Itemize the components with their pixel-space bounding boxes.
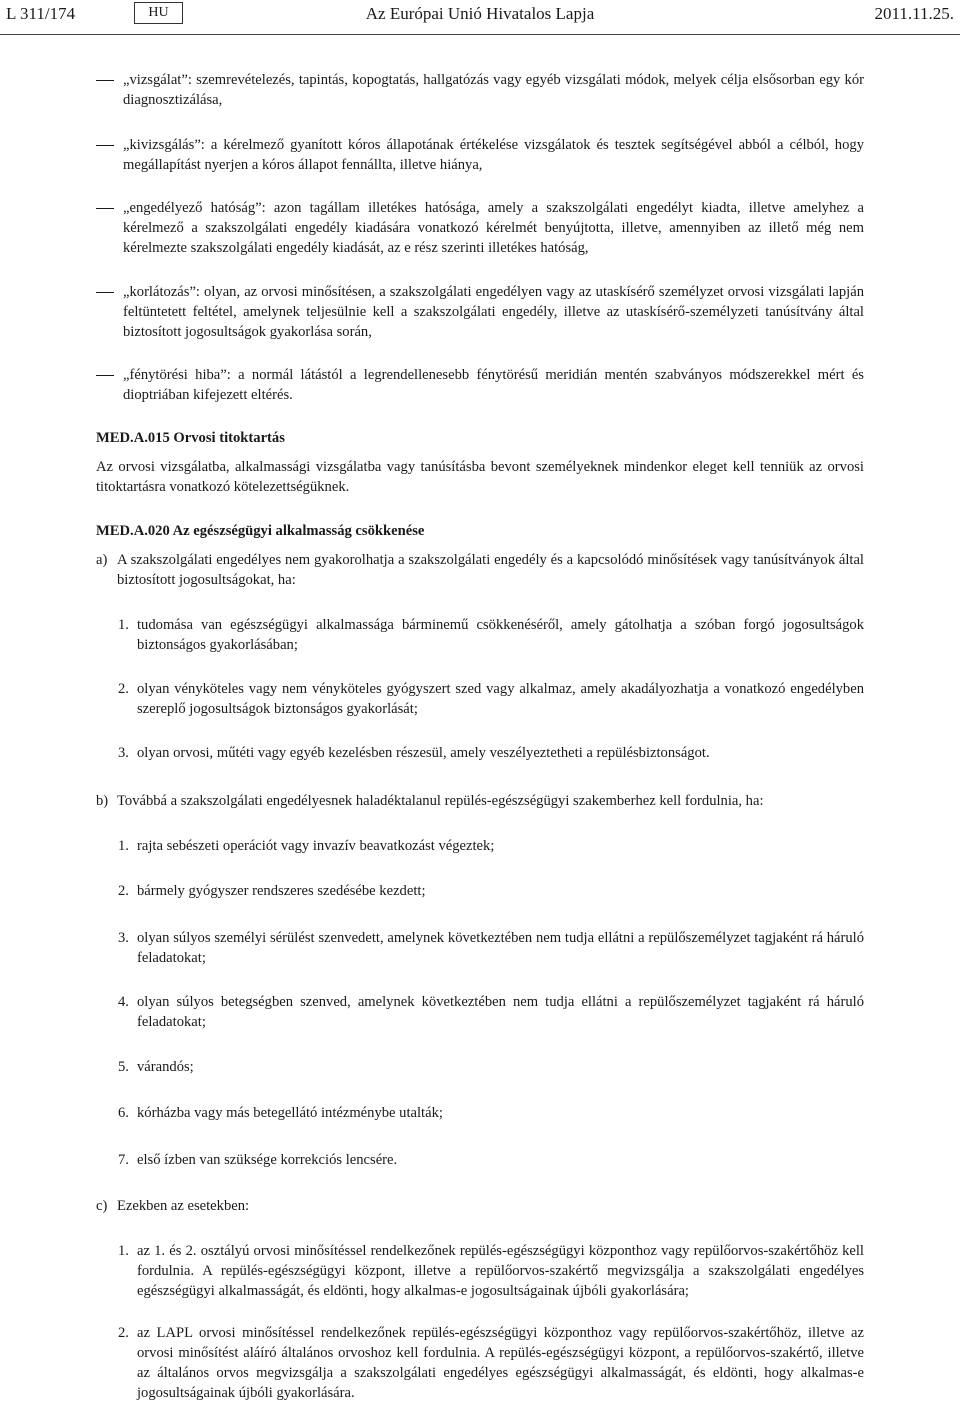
item-number: 7. (118, 1152, 129, 1168)
numbered-item (118, 615, 864, 655)
numbered-item (118, 679, 864, 719)
numbered-item (118, 1241, 864, 1301)
item-text: bármely gyógyszer rendszeres szedésébe kezdett; (137, 883, 426, 899)
section-heading: MED.A.015 Orvosi titoktartás (96, 430, 285, 446)
numbered-item (118, 836, 864, 856)
item-text: olyan vényköteles vagy nem vényköteles gyógyszert szed vagy alkalmaz, amely akadályozhatja a vonatkozó engedélyben szereplő jogosultságok biztonságos gyakorlását; (137, 681, 864, 717)
header-rule (0, 34, 960, 35)
definition-item (96, 70, 864, 110)
definition-item (96, 282, 864, 342)
definition-text: „engedélyező hatóság”: azon tagállam illetékes hatósága, amely a szakszolgálati engedélyt kiadta, illetve amelyhez a kérelmező a szakszolgálati engedély kiadására vonatkozó kérelmét benyújtotta, illetve, amennyiben az illető még nem kérelmezte szakszolgálati engedély kiadását, az e rész szerinti illetékes hatóság, (123, 200, 864, 256)
item-number: 6. (118, 1105, 129, 1121)
language-badge: HU (134, 2, 183, 24)
item-text: várandós; (137, 1059, 194, 1075)
item-text: rajta sebészeti operációt vagy invazív beavatkozást végeztek; (137, 838, 495, 854)
numbered-item (118, 1323, 864, 1403)
publication-date: 2011.11.25. (874, 4, 954, 23)
item-text: Ezekben az esetekben: (117, 1198, 250, 1214)
section-paragraph: Az orvosi vizsgálatba, alkalmassági vizsgálatba vagy tanúsításba bevont személyeknek mindenkor eleget kell tenniük az orvosi titoktartásra vonatkozó kötelezettségüknek. (96, 459, 864, 495)
page-header (0, 0, 960, 38)
item-number: 3. (118, 745, 129, 761)
item-number: 1. (118, 617, 129, 633)
item-text: Továbbá a szakszolgálati engedélyesnek haladéktalanul repülés-egészségügyi szakemberhez kell fordulnia, ha: (117, 793, 764, 809)
item-text: olyan súlyos személyi sérülést szenvedett, amelynek következtében nem tudja ellátni a repülőszemélyzet tagjaként rá háruló feladatokat; (137, 930, 864, 966)
item-text: olyan súlyos betegségben szenved, amelynek következtében nem tudja ellátni a repülőszemélyzet tagjaként rá háruló feladatokat; (137, 994, 864, 1030)
numbered-item (118, 928, 864, 968)
lettered-item (96, 791, 864, 811)
item-number: 1. (118, 1243, 129, 1259)
lettered-item (96, 1196, 864, 1216)
definition-text: „kivizsgálás”: a kérelmező gyanított kóros állapotának értékelése vizsgálatok és tesztek segítségével abból a célból, hogy megállapítást nyerjen a kóros állapot fennállta, illetve hiánya, (123, 137, 864, 173)
item-label: c) (96, 1198, 108, 1214)
item-label: b) (96, 793, 109, 809)
page-number: L 311/174 (6, 4, 76, 23)
item-number: 5. (118, 1059, 129, 1075)
item-label: a) (96, 552, 108, 568)
item-text: tudomása van egészségügyi alkalmassága bárminemű csökkenéséről, amely gátolhatja a szóban forgó jogosultságok biztonságos gyakorlásában; (137, 617, 864, 653)
item-number: 2. (118, 1325, 129, 1341)
item-number: 2. (118, 681, 129, 697)
item-number: 3. (118, 930, 129, 946)
numbered-item (118, 1103, 864, 1123)
journal-title: Az Európai Unió Hivatalos Lapja (365, 4, 595, 23)
item-number: 4. (118, 994, 129, 1010)
definition-item (96, 135, 864, 175)
section-heading: MED.A.020 Az egészségügyi alkalmasság csökkenése (96, 523, 425, 539)
item-text: A szakszolgálati engedélyes nem gyakorolhatja a szakszolgálati engedély és a kapcsolódó minősítések vagy tanúsítványok által biztosított jogosultságokat, ha: (117, 552, 864, 588)
numbered-item (118, 1057, 864, 1077)
definition-text: „fénytörési hiba”: a normál látástól a legrendellenesebb fénytörésű meridián mentén szabványos módszerekkel mért és dioptriában kifejezett eltérés. (123, 367, 864, 403)
numbered-item (118, 743, 864, 763)
numbered-item (118, 881, 864, 901)
definition-text: „vizsgálat”: szemrevételezés, tapintás, kopogtatás, hallgatózás vagy egyéb vizsgálati módok, melyek célja elsősorban egy kór diagnosztizálása, (123, 72, 864, 108)
item-text: olyan orvosi, műtéti vagy egyéb kezelésben részesül, amely veszélyeztetheti a repülésbiztonságot. (137, 745, 710, 761)
definition-item (96, 198, 864, 258)
item-text: az 1. és 2. osztályú orvosi minősítéssel rendelkezőnek repülés-egészségügyi központhoz vagy repülőorvos-szakértőhöz kell fordulnia. A repülés-egészségügyi központ, illetve a repülőorvos-szakértő megvizsgálja a szakszolgálati engedélyes egészségügyi alkalmasságát, és eldönti, hogy alkalmas-e jogosultságainak újbóli gyakorlására; (137, 1243, 864, 1299)
item-number: 1. (118, 838, 129, 854)
numbered-item (118, 1150, 864, 1170)
definition-item (96, 365, 864, 405)
item-number: 2. (118, 883, 129, 899)
item-text: az LAPL orvosi minősítéssel rendelkezőnek repülés-egészségügyi központhoz vagy repülőorvos-szakértőhöz, illetve az orvosi minősítést aláíró általános orvoshoz kell fordulnia. A repülés-egészségügyi központ, a repülőorvos-szakértő, illetve az általános orvos megvizsgálja a szakszolgálati engedélyes egészségügyi alkalmasságát, és eldönti, hogy alkalmas-e jogosultságainak újbóli gyakorlására. (137, 1325, 864, 1401)
definition-text: „korlátozás”: olyan, az orvosi minősítésen, a szakszolgálati engedélyen vagy az utaskísérő személyzet orvosi vizsgálati lapján feltüntetett feltétel, amelynek teljesülnie kell a szakszolgálati engedély, illetve az utaskísérő-személyzeti tanúsítvány által biztosított jogosultságok gyakorlása során, (123, 284, 864, 340)
lettered-item (96, 550, 864, 590)
numbered-item (118, 992, 864, 1032)
item-text: kórházba vagy más betegellátó intézménybe utalták; (137, 1105, 443, 1121)
item-text: első ízben van szüksége korrekciós lencsére. (137, 1152, 398, 1168)
